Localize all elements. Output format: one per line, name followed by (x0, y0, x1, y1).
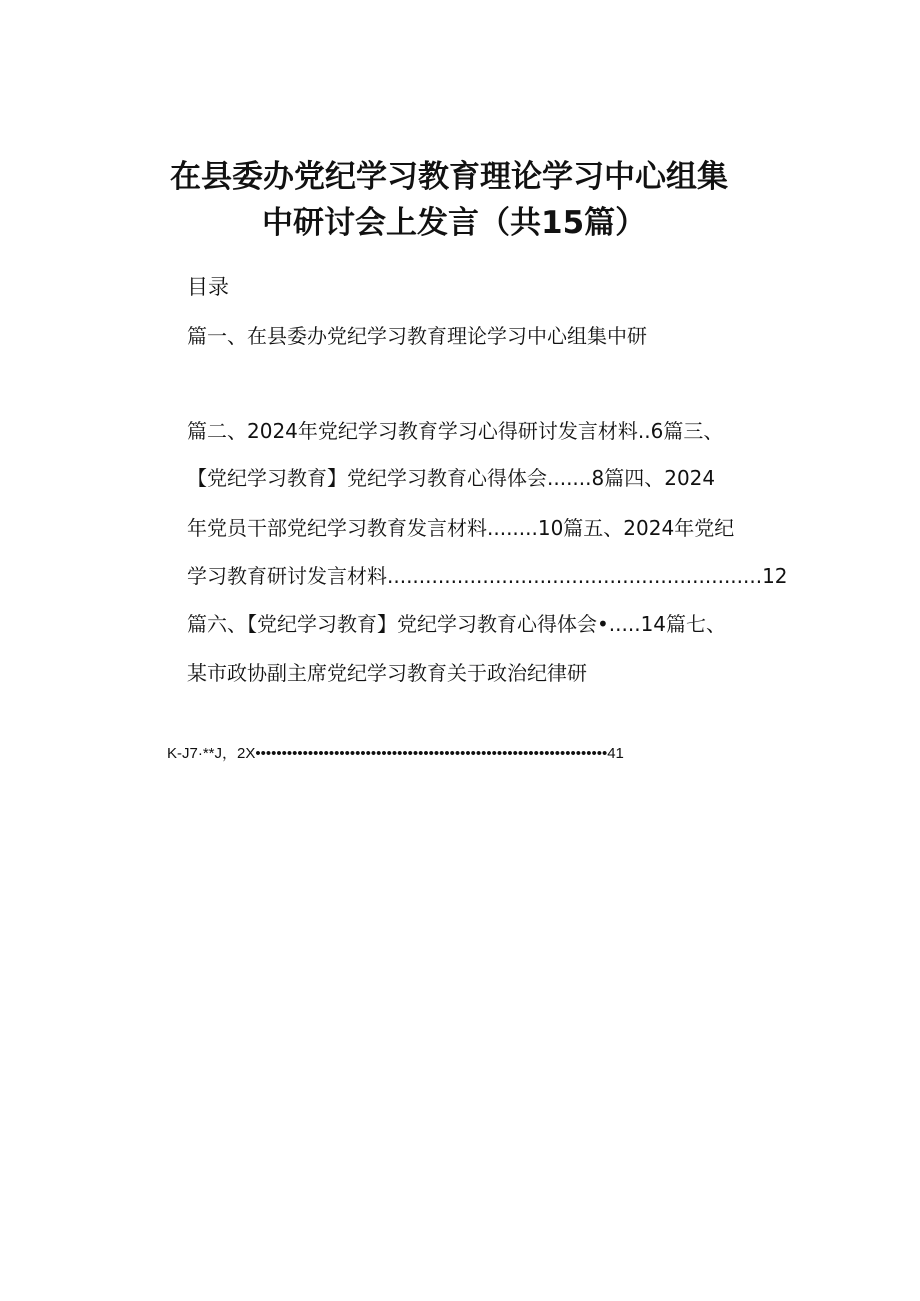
garbled-toc-line: K-J7·**J，2X•••••••••••••••••••••••••••••••••••••••••••••••••••••••••••••••••••41 (167, 745, 624, 762)
document-title-line-1: 在县委办党纪学习教育理论学习中心组集 (170, 159, 728, 195)
toc-line-4: 年党员干部党纪学习教育发言材料........10篇五、2024年党纪 (187, 516, 735, 540)
toc-line-1: 篇一、在县委办党纪学习教育理论学习中心组集中研 (187, 324, 647, 348)
toc-line-3: 【党纪学习教育】党纪学习教育心得体会.......8篇四、2024 (187, 466, 716, 490)
toc-line-7: 某市政协副主席党纪学习教育关于政治纪律研 (187, 661, 587, 685)
toc-line-6: 篇六、【党纪学习教育】党纪学习教育心得体会•.....14篇七、 (187, 612, 727, 636)
document-title-line-2: 中研讨会上发言（共15篇） (262, 205, 647, 241)
toc-line-5: 学习教育研讨发言材料...........................................................12 (187, 564, 788, 588)
toc-line-2: 篇二、2024年党纪学习教育学习心得研讨发言材料..6篇三、 (187, 419, 724, 443)
toc-heading: 目录 (187, 275, 229, 299)
